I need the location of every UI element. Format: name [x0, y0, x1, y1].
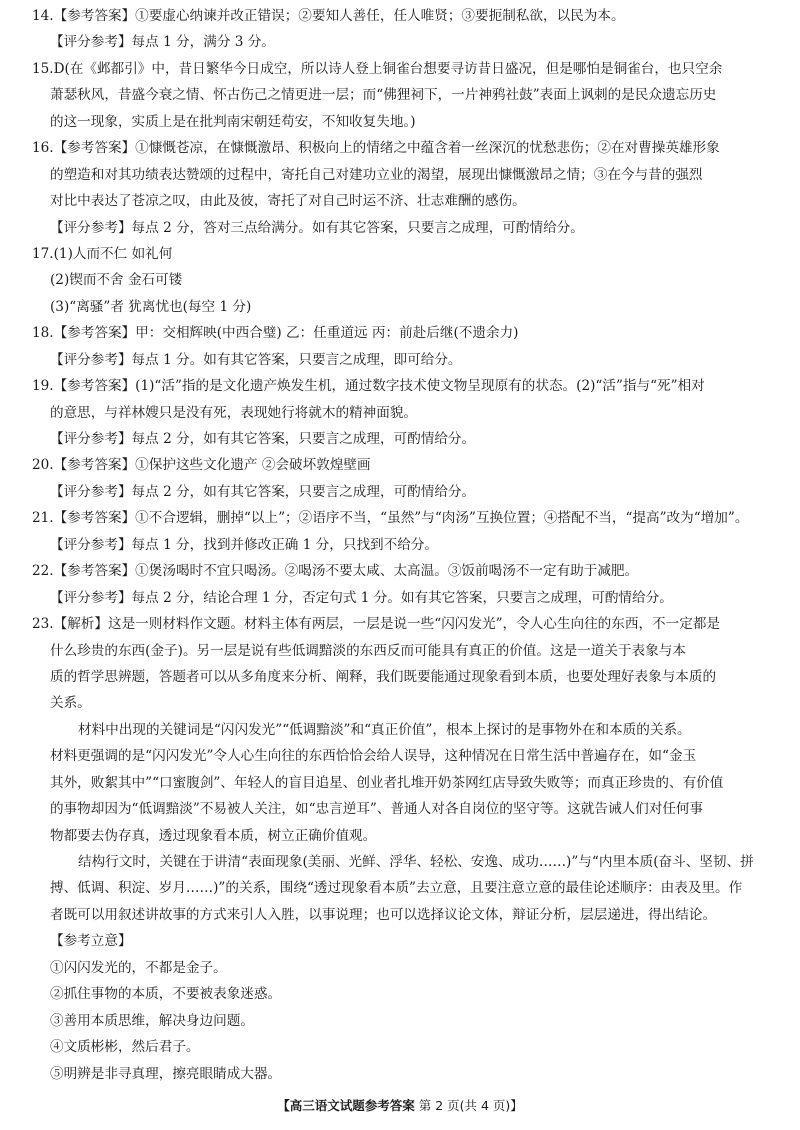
text-line: 搏、低调、积淀、岁月……)”的关系，围绕“透过现象看本质”去立意，且要注意立意的最佳论述顺序：由表及里。作	[50, 880, 743, 897]
text-line: 23.【解析】这是一则材料作文题。材料主体有两层，一层是说一些“闪闪发光”，令人心生向往的东西，不一定都是	[32, 616, 721, 633]
text-line: 者既可以用叙述讲故事的方式来引人入胜，以事说理；也可以选择议论文体，辩证分析，层层递进，得出结论。	[50, 906, 717, 923]
text-line: 萧瑟秋风，昔盛今衰之情、怀古伤己之情更进一层；而“佛狸祠下，一片神鸦社鼓”表面上讽刺的是民众遗忘历史	[50, 87, 717, 104]
text-line: 【评分参考】每点 1 分。如有其它答案，只要言之成理，即可给分。	[50, 351, 462, 368]
text-line: 【评分参考】每点 2 分，答对三点给满分。如有其它答案，只要言之成理，可酌情给分。	[50, 219, 584, 236]
text-line: 的这一现象，实质上是在批判南宋朝廷苟安，不知收复失地。)	[50, 113, 416, 130]
text-line: (3)“离骚”者 犹离忧也(每空 1 分)	[50, 298, 252, 315]
text-line: 关系。	[50, 695, 91, 712]
text-line: 19.【参考答案】(1)“活”指的是文化遗产焕发生机，通过数字技术使文物呈现原有的状态。(2)“活”指与“死”相对	[32, 378, 705, 395]
text-line: 22.【参考答案】①煲汤喝时不宜只喝汤。②喝汤不要太咸、太高温。③饭前喝汤不一定有助于减肥。	[32, 563, 639, 580]
text-line: 的事物却因为“低调黯淡”不易被人关注，如“忠言逆耳”、普通人对各自岗位的坚守等。这就告诫人们对任何事	[50, 801, 704, 818]
text-line: 【评分参考】每点 2 分，结论合理 1 分，否定句式 1 分。如有其它答案，只要言之成理，可酌情给分。	[50, 589, 673, 606]
text-line: ④文质彬彬，然后君子。	[50, 1039, 200, 1056]
text-line: 对比中表达了苍凉之叹，由此及彼，寄托了对自己时运不济、壮志难酬的感伤。	[50, 193, 526, 210]
footer-page-number: 第 2 页(共 4 页)】	[418, 1098, 523, 1113]
text-line: 材料更强调的是“闪闪发光”令人心生向往的东西恰恰会给人误导，这种情况在日常生活中普遍存在，如“金玉	[50, 748, 697, 765]
text-line: 物都要去伪存真，透过现象看本质，树立正确价值观。	[50, 827, 377, 844]
text-line: 20.【参考答案】①保护这些文化遗产 ②会破坏敦煌壁画	[32, 457, 371, 474]
text-line: ⑤明辨是非寻真理，擦亮眼睛成大器。	[50, 1065, 282, 1082]
text-line: 的塑造和对其功绩表达赞颂的过程中，寄托自己对建功立业的渴望，展现出慷慨激昂之情；③在今与昔的强烈	[50, 166, 703, 183]
text-line: 16.【参考答案】①慷慨苍凉，在慷慨激昂、积极向上的情绪之中蕴含着一丝深沉的忧愁悲伤；②在对曹操英雄形象	[32, 140, 720, 157]
text-line: 什么珍贵的东西(金子)。另一层是说有些低调黯淡的东西反而可能具有真正的价值。这是一道关于表象与本	[50, 642, 686, 659]
text-line: 【评分参考】每点 1 分，满分 3 分。	[50, 34, 275, 51]
text-line: 其外，败絮其中”“口蜜腹剑”、年轻人的盲目追星、创业者扎堆开奶茶网红店导致失败等；而真正珍贵的、有价值	[50, 774, 724, 791]
text-line: ②抓住事物的本质，不要被表象迷惑。	[50, 986, 282, 1003]
text-line: 21.【参考答案】①不合逻辑，删掉“以上”；②语序不当，“虽然”与“肉汤”互换位置；④搭配不当，“提高”改为“增加”。	[32, 510, 749, 527]
answer-key-page	[32, 8, 780, 1092]
text-line: 17.(1)人而不仁 如礼何	[32, 245, 173, 262]
text-line: ③善用本质思维，解决身边问题。	[50, 1012, 254, 1029]
text-line: ①闪闪发光的，不都是金子。	[50, 959, 227, 976]
page-footer	[0, 1098, 800, 1114]
text-line: 【参考立意】	[50, 933, 132, 950]
text-line: (2)锲而不舍 金石可镂	[50, 272, 183, 289]
footer-title: 【高三语文试题参考答案	[277, 1098, 415, 1113]
text-line: 15.D(在《邺都引》中，昔日繁华今日成空，所以诗人登上铜雀台想要寻访昔日盛况，但是哪怕是铜雀台，也只空余	[32, 60, 723, 77]
text-line: 结构行文时，关键在于讲清“表面现象(美丽、光鲜、浮华、轻松、安逸、成功……)”与“内里本质(奋斗、坚韧、拼	[78, 854, 754, 870]
text-line: 【评分参考】每点 2 分，如有其它答案，只要言之成理，可酌情给分。	[50, 431, 476, 447]
text-line: 质的哲学思辨题，答题者可以从多角度来分析、阐释，我们既要能通过现象看到本质，也要处理好表象与本质的	[50, 668, 717, 685]
text-line: 【评分参考】每点 1 分，找到并修改正确 1 分，只找到不给分。	[50, 536, 439, 553]
text-line: 【评分参考】每点 2 分，如有其它答案，只要言之成理，可酌情给分。	[50, 483, 476, 500]
text-line: 材料中出现的关键词是“闪闪发光”“低调黯淡”和“真正价值”，根本上探讨的是事物外在和本质的关系。	[78, 721, 691, 738]
text-line: 的意思，与祥林嫂只是没有死，表现她行将就木的精神面貌。	[50, 404, 418, 421]
text-line: 18.【参考答案】甲：交相辉映(中西合璧) 乙：任重道远 丙：前赴后继(不遗余力)	[32, 325, 519, 342]
text-line: 14.【参考答案】①要虚心纳谏并改正错误；②要知人善任，任人唯贤；③要扼制私欲，以民为本。	[32, 8, 625, 24]
